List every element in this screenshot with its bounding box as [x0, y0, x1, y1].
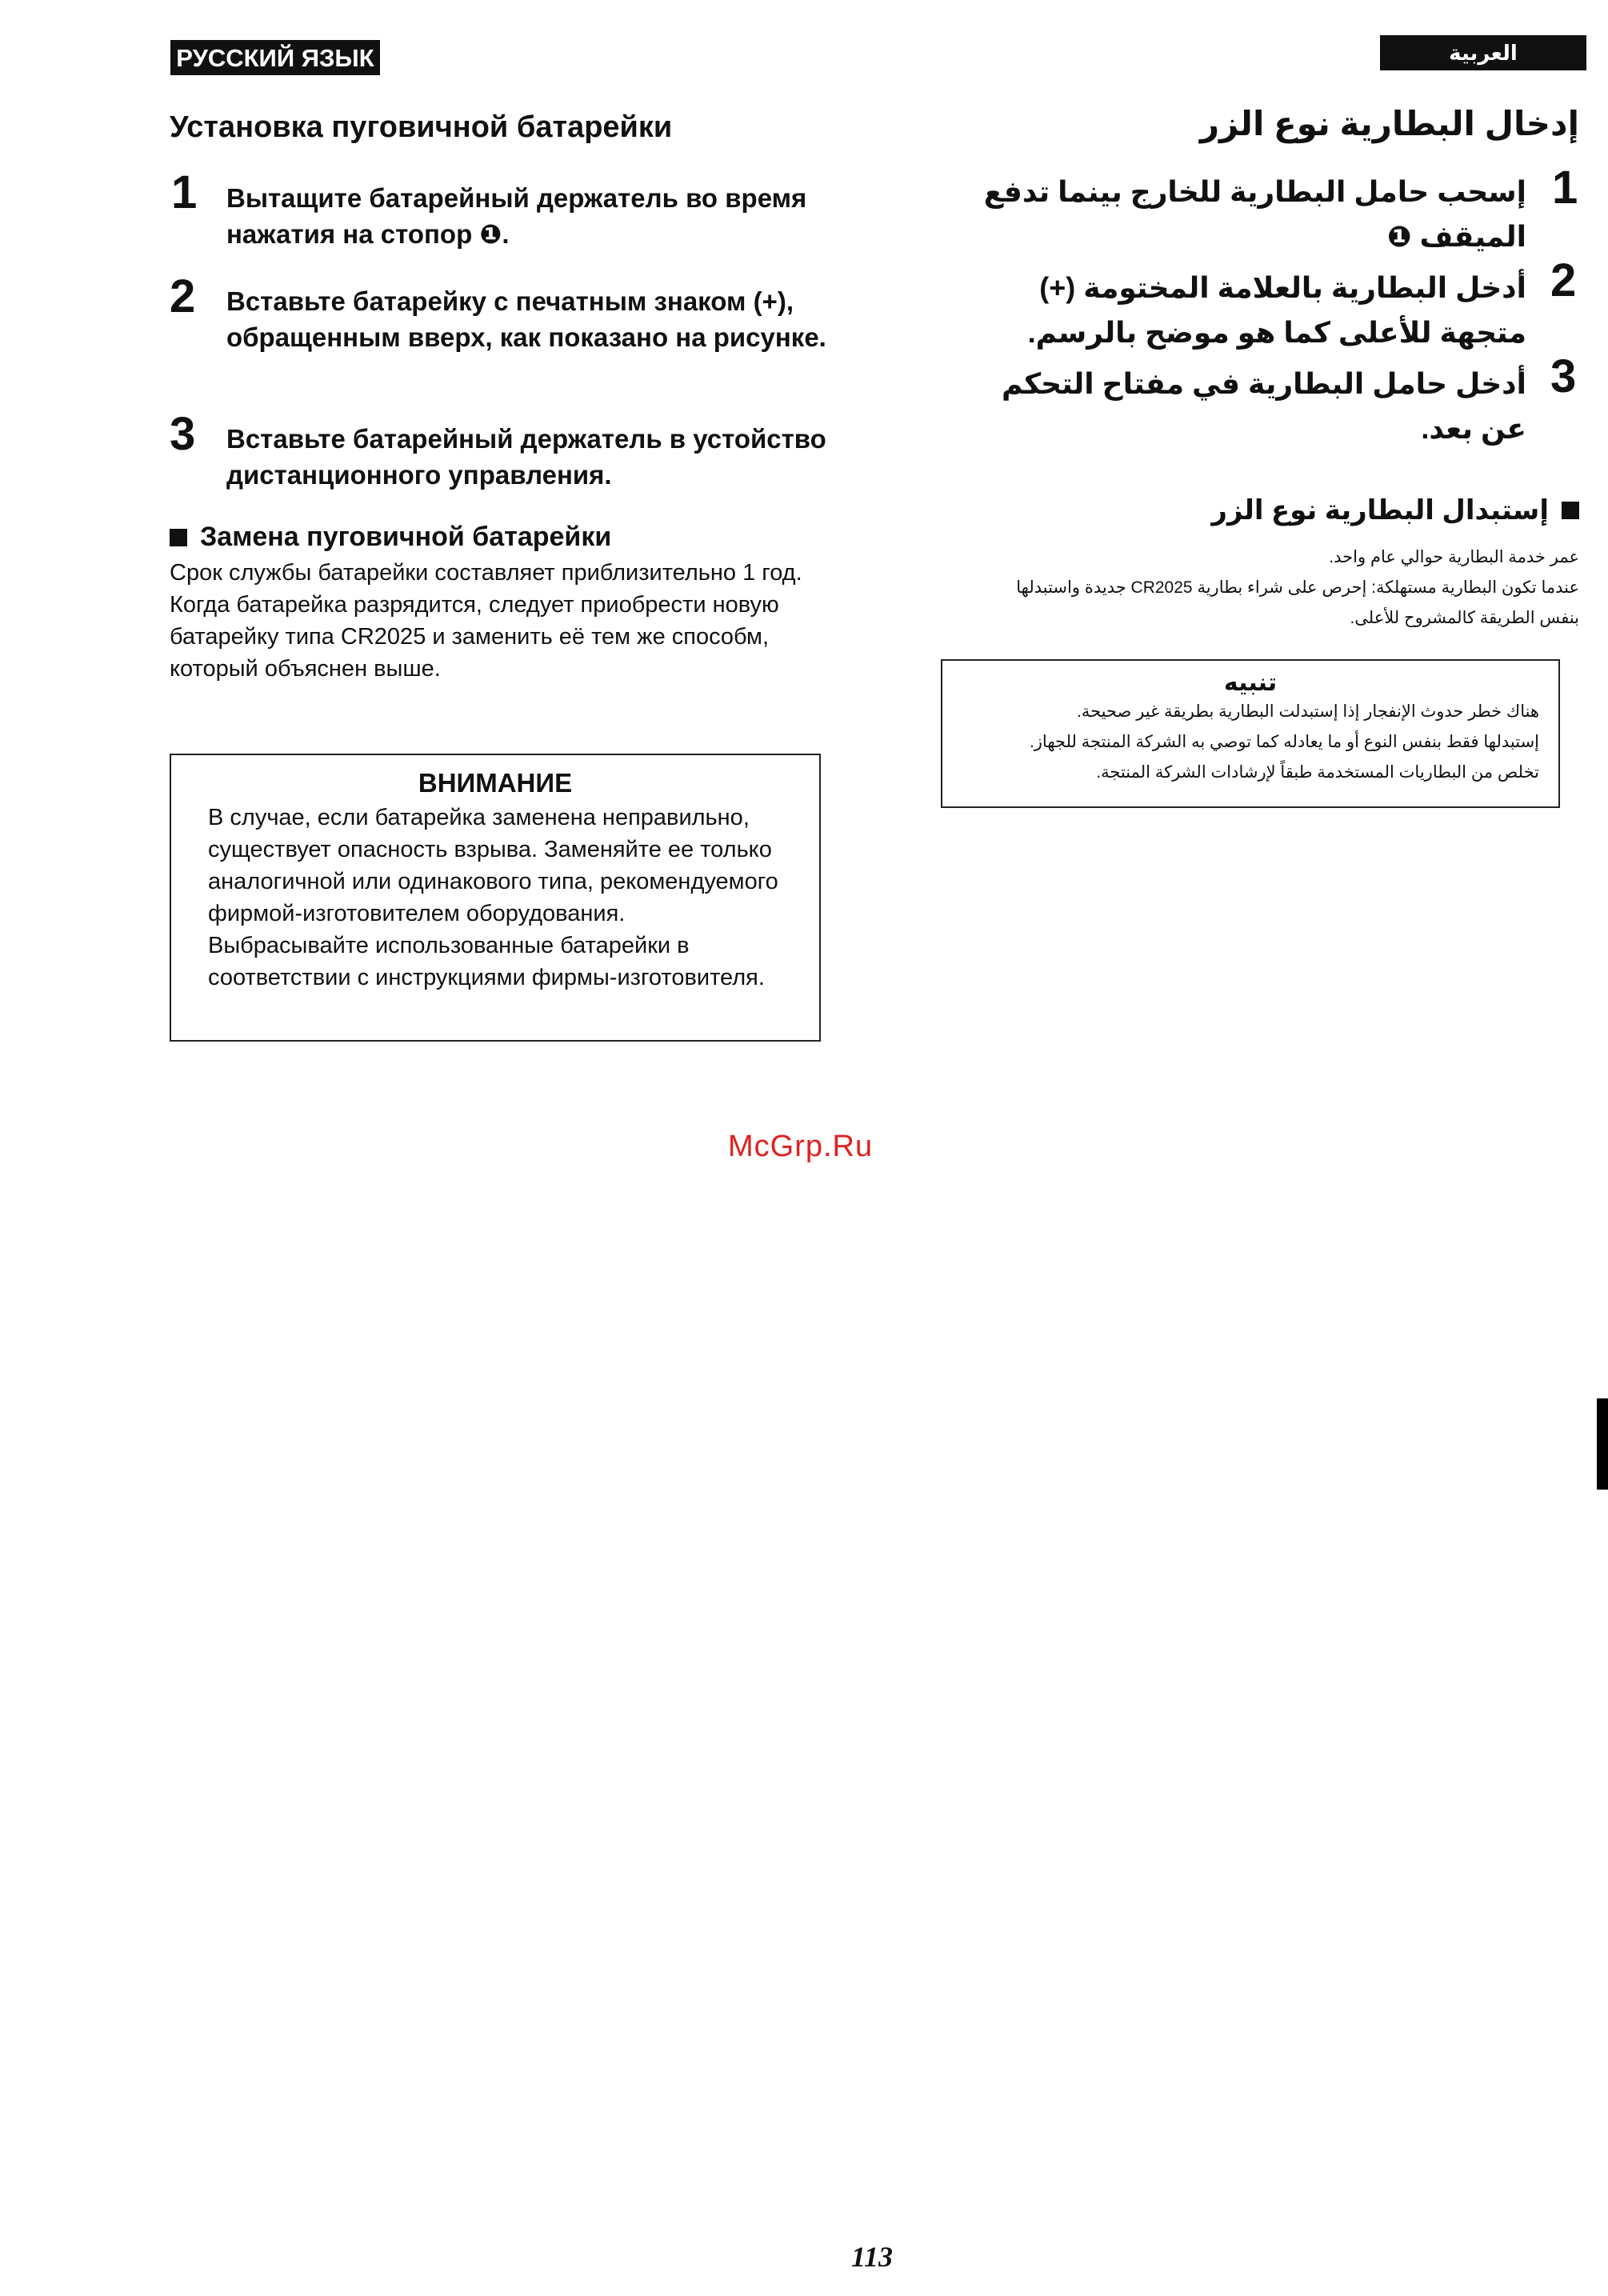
- square-bullet-icon: [170, 529, 187, 546]
- arabic-step-2-text: أدخل البطارية بالعلامة المختومة (+) متجهة للأعلى كما هو موضح بالرسم.: [1027, 271, 1526, 349]
- russian-step-2-number: 2: [170, 270, 196, 322]
- arabic-caution-line-3: تخلص من البطاريات المستخدمة طبقاً لإرشادات الشركة المنتجة.: [1096, 763, 1539, 782]
- russian-step-3-text: Вставьте батарейный держатель в устойство дистанционного управления.: [226, 424, 826, 490]
- arabic-step-3-number: 3: [1550, 350, 1577, 402]
- russian-replace-title: Замена пуговичной батарейки: [200, 522, 612, 552]
- arabic-section-title: إدخال البطارية نوع الزر: [1199, 105, 1579, 142]
- arabic-replace-line-3: بنفس الطريقة كالمشروح للأعلى.: [1350, 609, 1579, 627]
- russian-step-1-text: Вытащите батарейный держатель во время нажатия на стопор ❶.: [226, 183, 807, 249]
- arabic-replace-title: إستبدال البطارية نوع الزر: [1211, 495, 1549, 526]
- arabic-step-1-number: 1: [1552, 162, 1578, 214]
- russian-replace-paragraph-2: Когда батарейка разрядится, следует приобрести новую батарейку типа CR2025 и заменить её тем же способм, который объяснен выше.: [170, 592, 779, 682]
- russian-step-1-number: 1: [171, 166, 198, 218]
- arabic-replace-body: [955, 542, 1579, 634]
- watermark: McGrp.Ru: [728, 1130, 874, 1163]
- arabic-replace-line-1: عمر خدمة البطارية حوالي عام واحد.: [1329, 548, 1579, 566]
- arabic-step-1-text: إسحب حامل البطارية للخارج بينما تدفع الميقف ❶: [983, 175, 1526, 253]
- arabic-step-3-text: أدخل حامل البطارية في مفتاح التحكم عن بعد.: [1001, 367, 1526, 445]
- russian-language-tag: РУССКИЙ ЯЗЫК: [170, 40, 380, 75]
- russian-replace-paragraph-1: Срок службы батарейки составляет приблизительно 1 год.: [170, 560, 802, 586]
- russian-step-2-text: Вставьте батарейку с печатным знаком (+), обращенным вверх, как показано на рисунке.: [226, 286, 826, 352]
- russian-replace-body: [170, 557, 834, 685]
- russian-caution-box: [170, 754, 821, 1042]
- arabic-caution-title: تنبيه: [1223, 670, 1278, 696]
- arabic-caution-box: [941, 659, 1560, 808]
- square-bullet-icon: [1562, 502, 1579, 519]
- arabic-replace-heading: [1211, 494, 1579, 526]
- russian-replace-heading: [170, 522, 611, 553]
- arabic-caution-line-2: إستبدلها فقط بنفس النوع أو ما يعادله كما توصي به الشركة المنتجة للجهاز.: [1029, 733, 1539, 751]
- edge-index-marker: [1597, 1398, 1608, 1490]
- page-number: 113: [851, 2241, 894, 2273]
- russian-caution-title: ВНИМАНИЕ: [418, 768, 573, 798]
- arabic-replace-line-2: عندما تكون البطارية مستهلكة: إحرص على شراء بطارية CR2025 جديدة واستبدلها: [1016, 578, 1579, 597]
- arabic-language-tag: العربية: [1380, 35, 1586, 70]
- russian-caution-text: В случае, если батарейка заменена неправильно, существует опасность взрыва. Заменяйте ее только аналогичной или одинакового типа, рекомендуемого фирмой-изготовителем оборудования. Выбрасывайте использованные батарейки в соответствии с инструкциями фирмы-изготовителя.: [208, 805, 778, 990]
- russian-step-3-number: 3: [170, 408, 196, 460]
- arabic-caution-line-1: هناك خطر حدوث الإنفجار إذا إستبدلت البطارية بطريقة غير صحيحة.: [1077, 702, 1539, 721]
- arabic-step-2-number: 2: [1550, 254, 1577, 306]
- arabic-caution-text: [962, 697, 1539, 788]
- russian-section-title: Установка пуговичной батарейки: [170, 110, 673, 144]
